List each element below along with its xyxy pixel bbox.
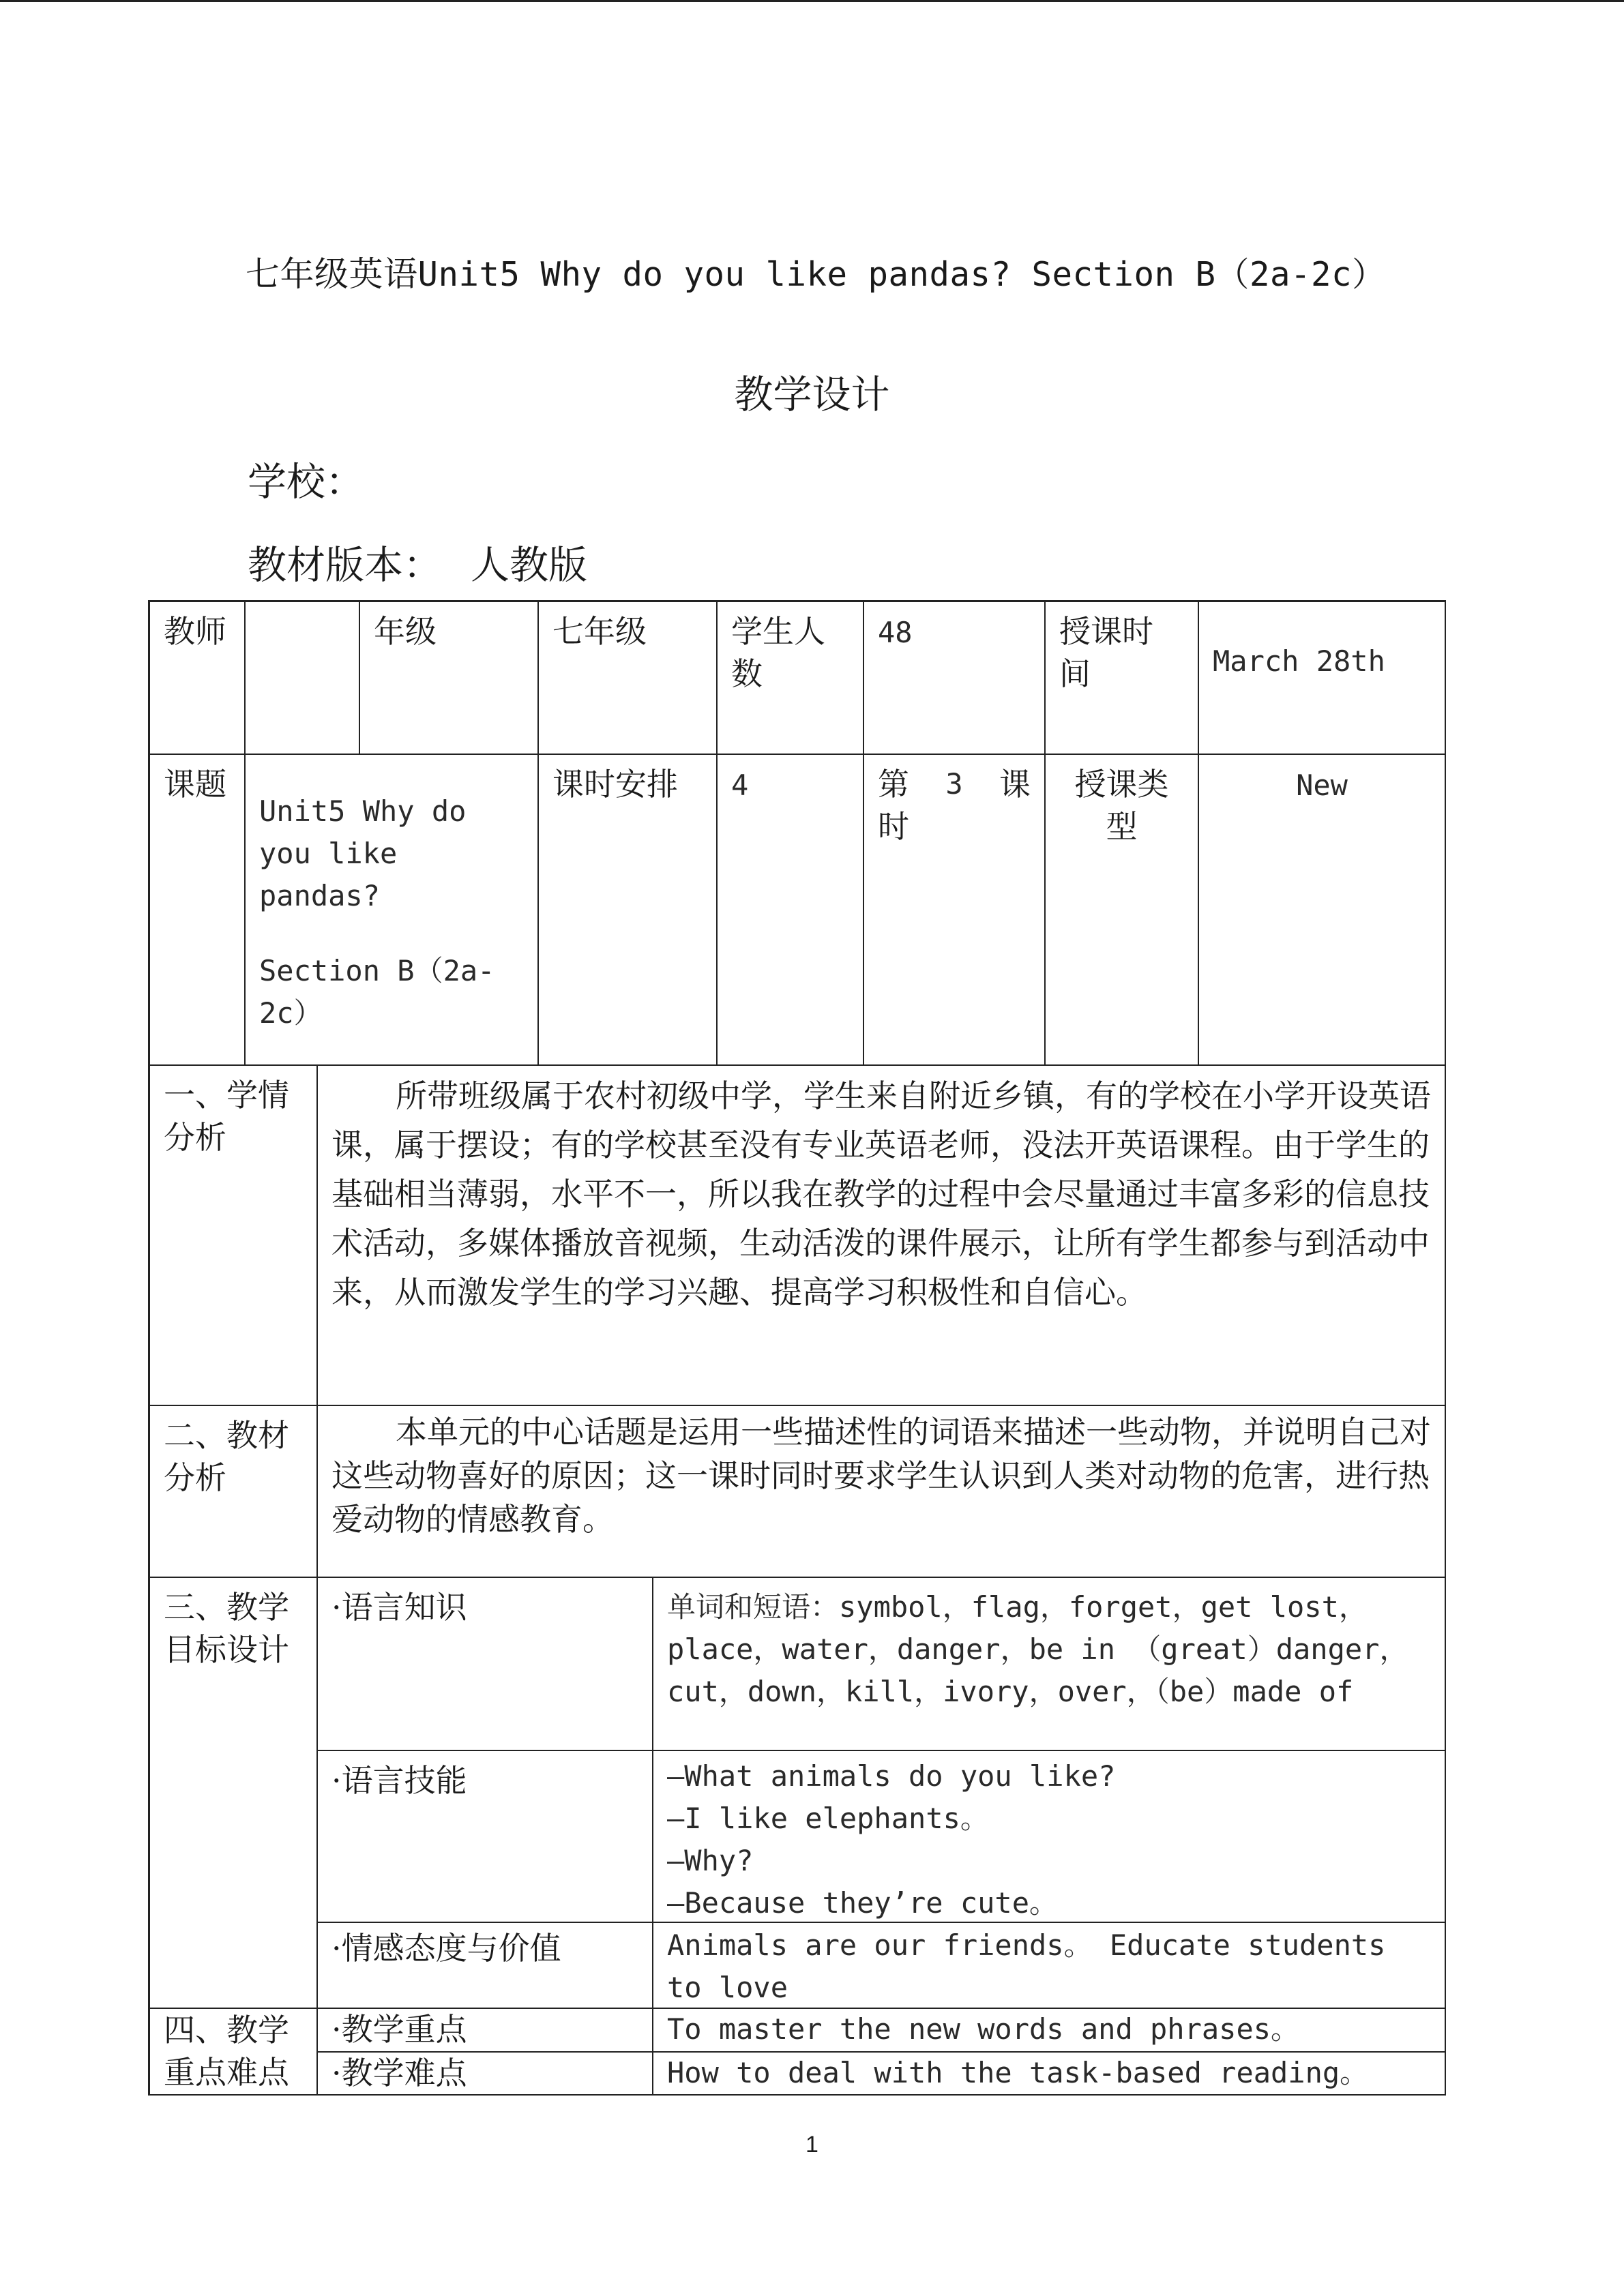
skills-line-2: —I like elephants。: [667, 1802, 989, 1835]
grade-label: 年级: [360, 602, 539, 755]
students-value: 48: [864, 602, 1046, 755]
textbook-field: [248, 534, 587, 590]
title-chinese: 七年级英语: [246, 254, 418, 294]
objective-skills-content: [653, 1751, 1446, 1923]
time-label: 授课时间: [1046, 602, 1199, 755]
lesson-text-a: 第: [878, 766, 909, 803]
textbook-label: 教材版本：: [248, 543, 442, 588]
objective-knowledge-name: ·语言知识: [318, 1578, 653, 1751]
objective-knowledge-content: [653, 1578, 1446, 1751]
objective-attitude-content: [653, 1923, 1446, 2009]
keypoint-difficulty-text: How to deal with the task-based reading。: [653, 2053, 1446, 2096]
analysis-text: 所带班级属于农村初级中学，学生来自附近乡镇，有的学校在小学开设英语课，属于摆设；有的学校甚至没有专业英语老师，没法开英语课程。由于学生的基础相当薄弱，水平不一，所以我在教学的过程中会尽量通过丰富多彩的信息技术活动，多媒体播放音视频，生动活泼的课件展示，让所有学生都参与到活动中来，从而激发学生的学习兴趣、提高学习积极性和自信心。: [318, 1066, 1446, 1406]
attitude-line-1: Animals are our friends。 Educate students to love: [667, 1928, 1386, 2004]
topic-line-2: Section B（2a-2c）: [259, 954, 495, 1030]
type-label: 授课类型: [1046, 755, 1199, 1066]
keypoints-label: 四、教学重点难点: [150, 2009, 318, 2096]
school-label: 学校：: [248, 460, 364, 505]
keypoint-focus-text: To master the new words and phrases。: [653, 2009, 1446, 2053]
time-value: March 28th: [1199, 602, 1446, 755]
lesson-number: [864, 755, 1046, 1066]
topic-line-1: Unit5 Why do you like pandas?: [259, 794, 467, 912]
schedule-label: 课时安排: [539, 755, 718, 1066]
grade-value: 七年级: [539, 602, 718, 755]
skills-line-4: —Because they’re cute。: [667, 1886, 1059, 1920]
title-english: Unit5 Why do you like pandas? Section B（2a-2c）: [417, 255, 1386, 294]
material-label: 二、教材分析: [150, 1406, 318, 1578]
type-value: New: [1199, 755, 1446, 1066]
objectives-label: 三、教学目标设计: [150, 1578, 318, 2009]
skills-line-1: —What animals do you like?: [667, 1759, 1116, 1793]
skills-line-3: —Why?: [667, 1844, 754, 1877]
lesson-text-d: 时: [878, 808, 909, 845]
topic-label: 课题: [150, 755, 246, 1066]
objective-skills-name: ·语言技能: [318, 1751, 653, 1923]
top-border-line: [0, 0, 1624, 2]
knowledge-line-2: place，water，danger，be in （great）danger，: [667, 1632, 1408, 1666]
teacher-label: 教师: [150, 602, 246, 755]
knowledge-line-1: 单词和短语：symbol，flag，forget，get lost，: [667, 1590, 1368, 1624]
page-number: 1: [806, 2132, 818, 2158]
objective-attitude-name: ·情感态度与价值: [318, 1923, 653, 2009]
students-label: 学生人数: [718, 602, 864, 755]
keypoint-difficulty-name: ·教学难点: [318, 2053, 653, 2096]
keypoint-focus-name: ·教学重点: [318, 2009, 653, 2053]
lesson-text-c: 课: [999, 766, 1031, 803]
document-title: [246, 247, 1386, 296]
lesson-text-b: 3: [945, 767, 963, 801]
teacher-value: [246, 602, 360, 755]
schedule-value: 4: [718, 755, 864, 1066]
lesson-number-line: [878, 763, 1031, 805]
document-subtitle: 教学设计: [734, 372, 890, 417]
analysis-label: 一、学情分析: [150, 1066, 318, 1406]
textbook-value: 人教版: [471, 543, 587, 588]
topic-value: [246, 755, 539, 1066]
school-field: [248, 451, 364, 507]
knowledge-line-3: cut，down，kill，ivory，over，（be）made of: [667, 1675, 1354, 1708]
material-text: 本单元的中心话题是运用一些描述性的词语来描述一些动物，并说明自己对这些动物喜好的原因；这一课时同时要求学生认识到人类对动物的危害，进行热爱动物的情感教育。: [318, 1406, 1446, 1578]
